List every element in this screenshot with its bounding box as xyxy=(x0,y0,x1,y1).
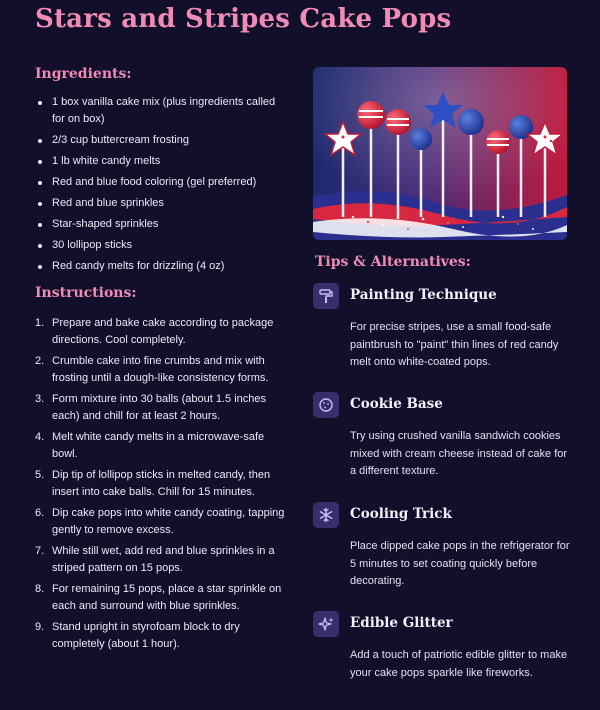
step-number: 4. xyxy=(35,431,45,443)
instruction-step xyxy=(35,315,287,349)
left-column xyxy=(35,66,287,657)
cookie-icon xyxy=(313,392,339,418)
step-number: 3. xyxy=(35,393,45,405)
instruction-step xyxy=(35,505,287,539)
ingredients-list xyxy=(35,94,287,275)
instruction-step xyxy=(35,429,287,463)
step-number: 9. xyxy=(35,621,45,633)
tip-title: Cooling Trick xyxy=(350,506,452,522)
instructions-list xyxy=(35,315,287,653)
tip-title: Edible Glitter xyxy=(350,615,453,631)
instruction-step xyxy=(35,353,287,387)
step-text: Form mixture into 30 balls (about 1.5 inches each) and chill for at least 2 hours. xyxy=(52,393,266,422)
step-number: 8. xyxy=(35,583,45,595)
tips-heading: Tips & Alternatives: xyxy=(315,254,471,270)
step-text: Dip tip of lollipop sticks in melted candy, then insert into cake balls. Chill for 15 minutes. xyxy=(52,469,271,498)
instruction-step xyxy=(35,581,287,615)
instruction-step xyxy=(35,391,287,425)
cake-pops-photo xyxy=(313,67,567,240)
tip-title: Painting Technique xyxy=(350,287,497,303)
page-title: Stars and Stripes Cake Pops xyxy=(35,4,452,34)
step-text: Melt white candy melts in a microwave-safe bowl. xyxy=(52,431,265,460)
step-number: 2. xyxy=(35,355,45,367)
step-text: For remaining 15 pops, place a star sprinkle on each and surround with blue sprinkles. xyxy=(52,583,282,612)
ingredient-item: Red and blue food coloring (gel preferred) xyxy=(35,174,287,191)
step-number: 5. xyxy=(35,469,45,481)
ingredient-item: 1 box vanilla cake mix (plus ingredients called for on box) xyxy=(35,94,287,128)
step-number: 6. xyxy=(35,507,45,519)
step-text: While still wet, add red and blue sprinkles in a striped pattern on 15 pops. xyxy=(52,545,275,574)
paint-roller-icon xyxy=(313,283,339,309)
tip-text: Add a touch of patriotic edible glitter to make your cake pops sparkle like fireworks. xyxy=(350,649,568,679)
snowflake-icon xyxy=(313,502,339,528)
step-text: Prepare and bake cake according to package directions. Cool completely. xyxy=(52,317,274,346)
ingredient-item: Red and blue sprinkles xyxy=(35,195,287,212)
step-text: Dip cake pops into white candy coating, tapping gently to remove excess. xyxy=(52,507,285,536)
tip-text: For precise stripes, use a small food-safe paintbrush to "paint" thin lines of red candy melt onto white-coated pops. xyxy=(350,321,559,368)
step-number: 1. xyxy=(35,317,45,329)
ingredient-item: Red candy melts for drizzling (4 oz) xyxy=(35,258,287,275)
instruction-step xyxy=(35,467,287,501)
step-text: Stand upright in styrofoam block to dry completely (about 1 hour). xyxy=(52,621,240,650)
ingredient-item: 1 lb white candy melts xyxy=(35,153,287,170)
ingredients-heading: Ingredients: xyxy=(35,66,132,82)
instruction-step xyxy=(35,619,287,653)
tip-text: Place dipped cake pops in the refrigerator for 5 minutes to set coating quickly before decorating. xyxy=(350,540,570,587)
ingredient-item: 30 lollipop sticks xyxy=(35,237,287,254)
step-number: 7. xyxy=(35,545,45,557)
ingredient-item: Star-shaped sprinkles xyxy=(35,216,287,233)
step-text: Crumble cake into fine crumbs and mix with frosting until a dough-like consistency forms. xyxy=(52,355,269,384)
ingredient-item: 2/3 cup buttercream frosting xyxy=(35,132,287,149)
instructions-heading: Instructions: xyxy=(35,285,137,301)
tip-title: Cookie Base xyxy=(350,396,443,412)
sparkles-icon xyxy=(313,611,339,637)
instruction-step xyxy=(35,543,287,577)
tip-text: Try using crushed vanilla sandwich cookies mixed with cream cheese instead of cake for a different texture. xyxy=(350,430,568,477)
